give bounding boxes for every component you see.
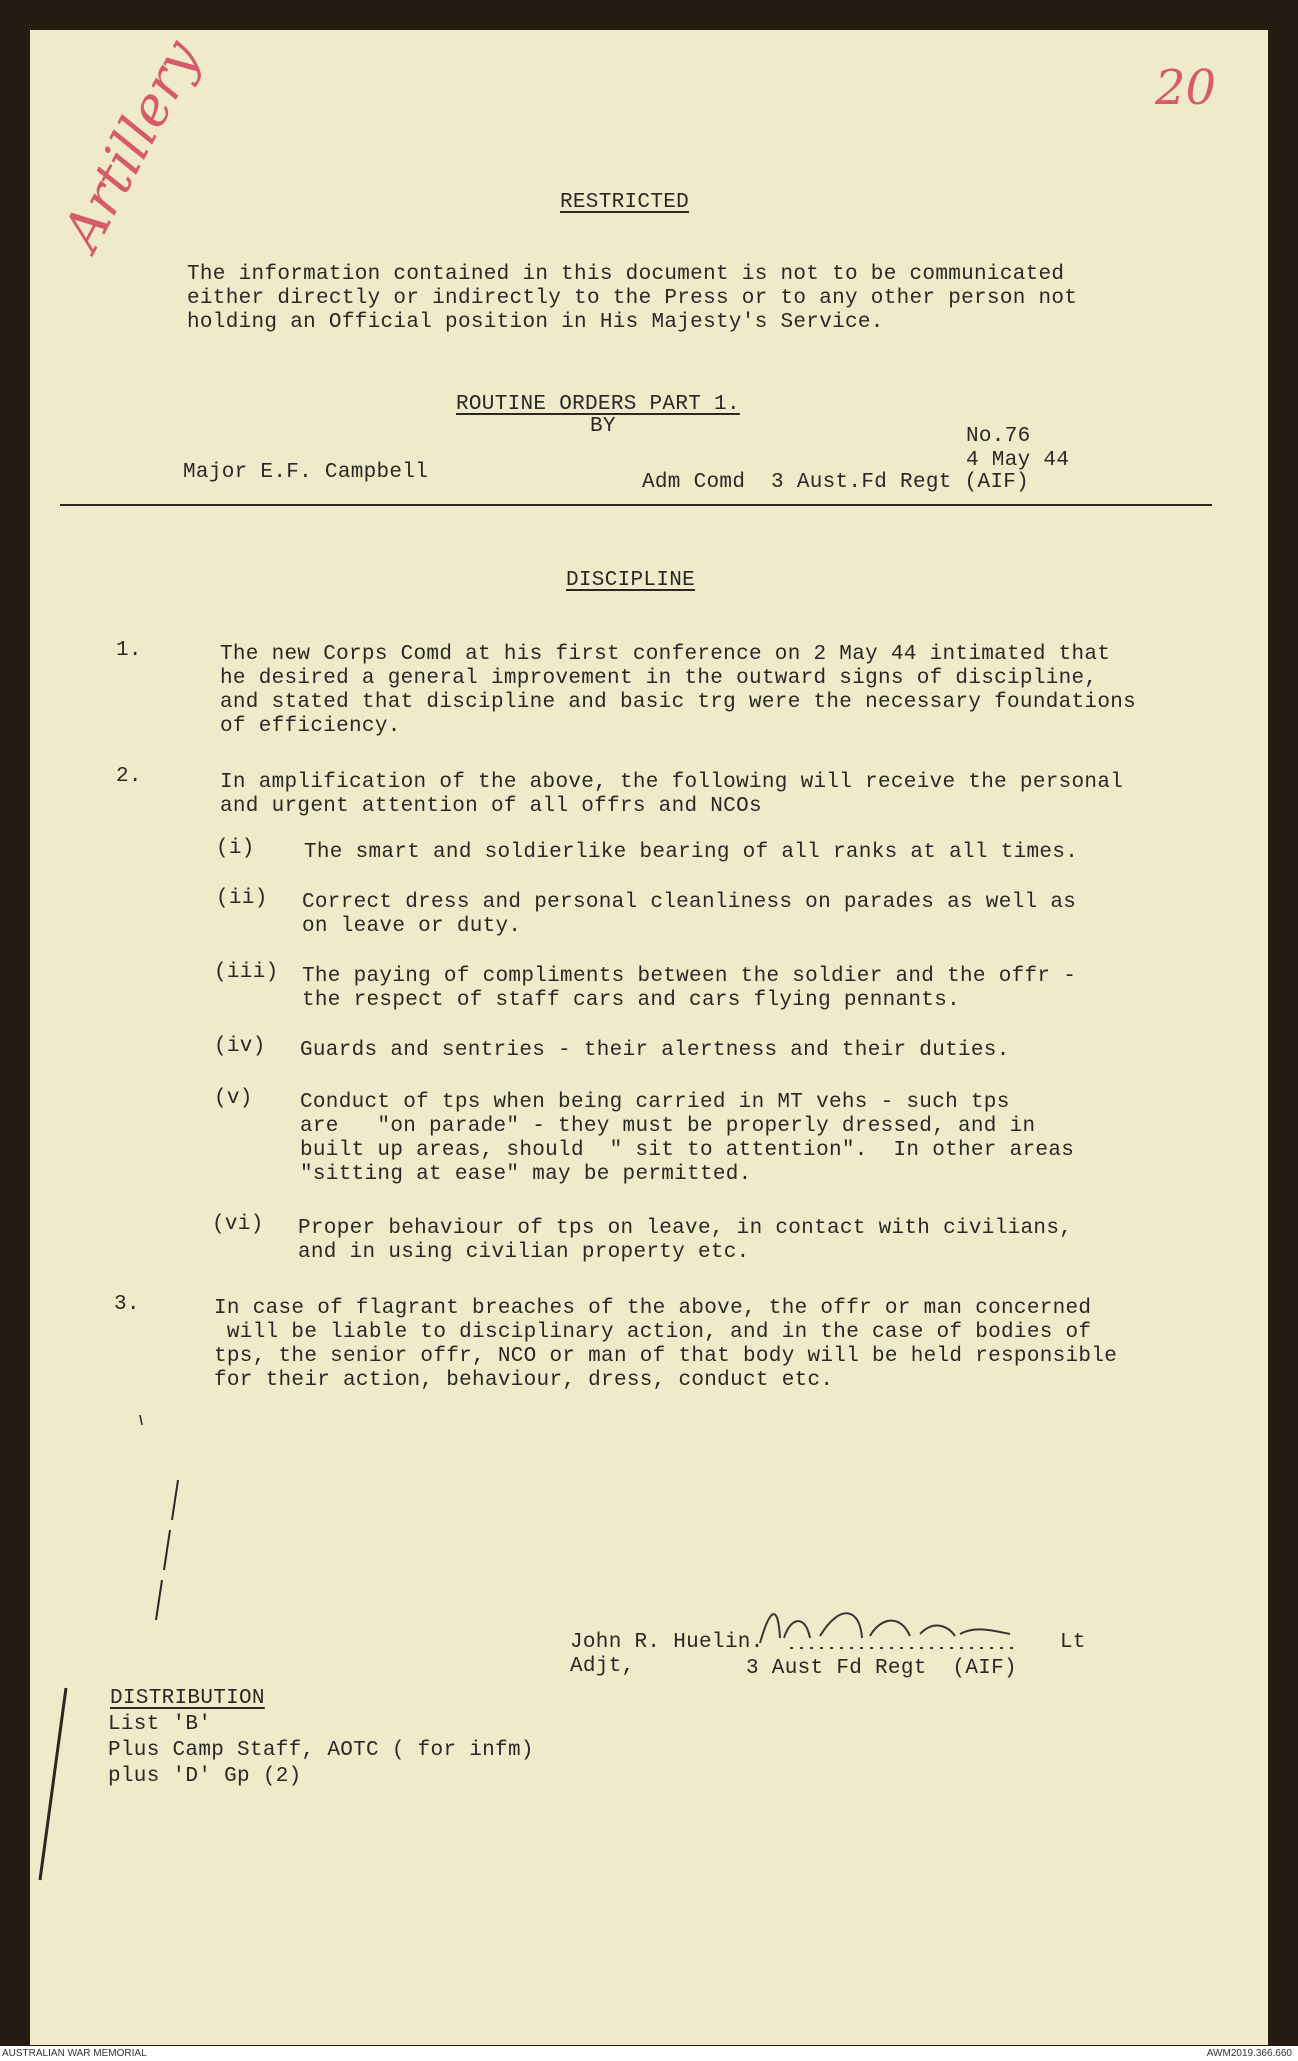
distribution-line: Plus Camp Staff, AOTC ( for infm) (108, 1739, 534, 1762)
sub-item-text: "sitting at ease" may be permitted. (300, 1163, 752, 1186)
sub-item-label: (v) (214, 1087, 253, 1110)
issuing-command: Adm Comd 3 Aust.Fd Regt (AIF) (642, 471, 1030, 494)
sub-item-text: The paying of compliments between the soldier and the offr - (302, 965, 1077, 988)
paragraph-line: will be liable to disciplinary action, and in the case of bodies of (214, 1321, 1092, 1344)
sub-item-text: are "on parade" - they must be properly dressed, and in (300, 1115, 1036, 1138)
paragraph-number: 1. (116, 639, 142, 662)
signatory-appointment: Adjt, (570, 1655, 635, 1678)
handwritten-signature (750, 1598, 1060, 1658)
sub-item-text: The smart and soldierlike bearing of all ranks at all times. (304, 841, 1079, 864)
paragraph-line: of efficiency. (220, 715, 401, 738)
notice-line: either directly or indirectly to the Press or to any other person not (187, 287, 1078, 310)
document-title: ROUTINE ORDERS PART 1. (456, 393, 740, 416)
footer-reference: AWM2019.366.660 (1206, 2048, 1292, 2059)
paragraph-line: The new Corps Comd at his first conference on 2 May 44 intimated that (220, 643, 1111, 666)
paragraph-line: he desired a general improvement in the outward signs of discipline, (220, 667, 1098, 690)
paragraph-line: In amplification of the above, the following will receive the personal (220, 771, 1124, 794)
issuer-name: Major E.F. Campbell (183, 461, 429, 484)
sub-item-label: (i) (216, 837, 255, 860)
handwritten-annotation: Artillery (50, 29, 213, 260)
sub-item-text: Conduct of tps when being carried in MT vehs - such tps (300, 1091, 1010, 1114)
notice-line: The information contained in this document is not to be communicated (187, 263, 1065, 286)
paragraph-line: In case of flagrant breaches of the above, the offr or man concerned (214, 1297, 1092, 1320)
archive-footer (0, 2046, 1298, 2061)
sub-item-text: and in using civilian property etc. (298, 1241, 750, 1264)
sub-item-label: (vi) (212, 1213, 264, 1236)
signatory-name: John R. Huelin. (570, 1631, 764, 1654)
sub-item-label: (iii) (214, 961, 279, 984)
sub-item-text: on leave or duty. (302, 915, 522, 938)
distribution-line: plus 'D' Gp (2) (108, 1765, 302, 1788)
paragraph-line: for their action, behaviour, dress, conduct etc. (214, 1369, 834, 1392)
paragraph-line: and stated that discipline and basic trg were the necessary foundations (220, 691, 1137, 714)
by-label: BY (590, 415, 616, 438)
sub-item-text: the respect of staff cars and cars flying pennants. (302, 989, 961, 1012)
sub-item-text: Guards and sentries - their alertness and their duties. (300, 1039, 1010, 1062)
distribution-heading: DISTRIBUTION (110, 1687, 265, 1710)
sub-item-label: (iv) (214, 1035, 266, 1058)
sub-item-text: Proper behaviour of tps on leave, in contact with civilians, (298, 1217, 1073, 1240)
signatory-rank: Lt (1060, 1631, 1086, 1654)
header-divider (60, 504, 1212, 506)
paragraph-number: 3. (114, 1293, 140, 1316)
page-number-mark: 20 (1155, 60, 1217, 116)
sub-item-text: built up areas, should " sit to attention". In other areas (300, 1139, 1075, 1162)
paragraph-number: 2. (116, 765, 142, 788)
sub-item-text: Correct dress and personal cleanliness on parades as well as (302, 891, 1077, 914)
paragraph-line: and urgent attention of all offrs and NCOs (220, 795, 762, 818)
order-number: No.76 (966, 425, 1031, 448)
sub-item-label: (ii) (216, 887, 268, 910)
order-date: 4 May 44 (966, 449, 1070, 472)
signatory-unit: 3 Aust Fd Regt (AIF) (746, 1657, 1017, 1680)
restricted-heading: RESTRICTED (560, 191, 690, 214)
margin-bracket-mark (32, 1680, 72, 1910)
section-heading: DISCIPLINE (566, 569, 696, 592)
paragraph-line: tps, the senior offr, NCO or man of that body will be held responsible (214, 1345, 1118, 1368)
document-page (30, 30, 1268, 2045)
distribution-line: List 'B' (108, 1713, 212, 1736)
notice-line: holding an Official position in His Majesty's Service. (187, 311, 884, 334)
footer-institution: AUSTRALIAN WAR MEMORIAL (2, 2048, 147, 2059)
margin-pencil-marks (120, 1410, 200, 1730)
